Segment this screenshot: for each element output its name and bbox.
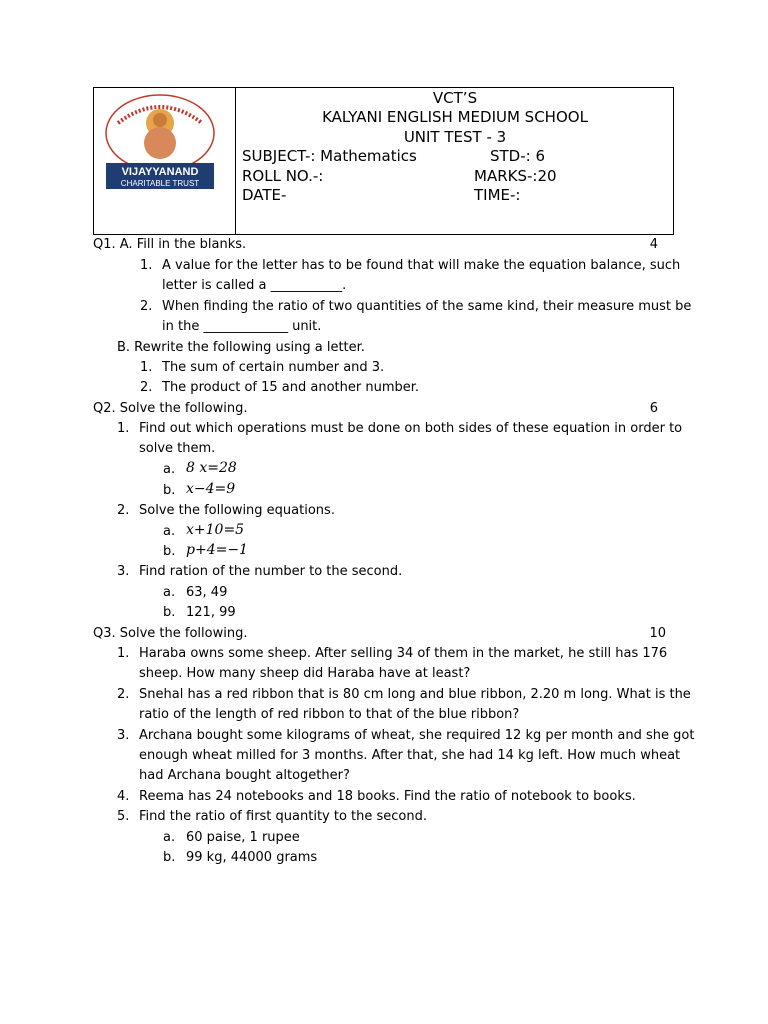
q3-item-line: Snehal has a red ribbon that is 80 cm long and blue ribbon, 2.20 m long. What is the <box>139 687 691 702</box>
subject-field: SUBJECT-: Mathematics <box>242 147 417 165</box>
q2-item-line: solve them. <box>139 441 216 456</box>
list-number: 2. <box>140 380 153 395</box>
list-letter: a. <box>163 830 176 845</box>
list-number: 1. <box>140 258 153 273</box>
list-number: 5. <box>117 809 130 824</box>
list-number: 3. <box>117 564 130 579</box>
q2-item-line: Find out which operations must be done on both sides of these equation in order to <box>139 421 683 436</box>
logo-cell <box>94 88 236 234</box>
q3-item-line: ratio of the length of red ribbon to that of the blue ribbon? <box>139 707 520 722</box>
q2-sub-item: 121, 99 <box>186 605 236 620</box>
q1-b-item: The sum of certain number and 3. <box>162 360 385 375</box>
time-field: TIME-: <box>474 186 521 204</box>
q1-item-line: letter is called a ___________. <box>162 278 347 293</box>
q3-item-line: sheep. How many sheep did Haraba have at least? <box>139 666 471 681</box>
q1-b-item: The product of 15 and another number. <box>162 380 420 395</box>
q3-title: Q3. Solve the following. <box>93 626 248 641</box>
header-box <box>93 87 674 235</box>
org-title: VCT’S <box>432 89 478 107</box>
q3-item-line: Reema has 24 notebooks and 18 books. Find the ratio of notebook to books. <box>139 789 636 804</box>
q1-marks: 4 <box>649 237 658 252</box>
q3-item-line: had Archana bought altogether? <box>139 768 350 783</box>
list-letter: b. <box>163 605 176 620</box>
list-number: 2. <box>140 299 153 314</box>
school-name: KALYANI ENGLISH MEDIUM SCHOOL <box>322 108 588 126</box>
q3-item-line: Find the ratio of first quantity to the second. <box>139 809 428 824</box>
list-number: 4. <box>117 789 130 804</box>
list-letter: b. <box>163 850 176 865</box>
q3-marks: 10 <box>649 626 666 641</box>
q2-item-line: Find ration of the number to the second. <box>139 564 403 579</box>
list-number: 1. <box>117 646 130 661</box>
equation: x−4=9 <box>186 481 236 497</box>
test-name: UNIT TEST - 3 <box>403 128 507 146</box>
list-number: 1. <box>117 421 130 436</box>
q1-item-line: When finding the ratio of two quantities of the same kind, their measure must be <box>162 299 692 314</box>
q1-item-line: in the _____________ unit. <box>162 319 322 334</box>
equation: p+4=−1 <box>186 542 248 558</box>
q2-title: Q2. Solve the following. <box>93 401 248 416</box>
list-number: 2. <box>117 687 130 702</box>
list-letter: b. <box>163 544 176 559</box>
equation: 8 x=28 <box>186 460 237 476</box>
list-letter: a. <box>163 524 176 539</box>
list-number: 2. <box>117 503 130 518</box>
std-field: STD-: 6 <box>490 147 546 165</box>
list-number: 1. <box>140 360 153 375</box>
q1-title: Q1. A. Fill in the blanks. <box>93 237 247 252</box>
q3-item-line: Haraba owns some sheep. After selling 34 of them in the market, he still has 176 <box>139 646 668 661</box>
q3-item-line: enough wheat milled for 3 months. After that, she had 14 kg left. How much wheat <box>139 748 681 763</box>
list-letter: a. <box>163 462 176 477</box>
q1-item-line: A value for the letter has to be found that will make the equation balance, such <box>162 258 681 273</box>
roll-no-field: ROLL NO.-: <box>242 167 324 185</box>
list-number: 3. <box>117 728 130 743</box>
equation: x+10=5 <box>186 522 245 538</box>
list-letter: a. <box>163 585 176 600</box>
q2-item-line: Solve the following equations. <box>139 503 335 518</box>
q1-b-title: B. Rewrite the following using a letter. <box>117 340 365 355</box>
logo-sub: CHARITABLE TRUST <box>120 179 200 188</box>
marks-field: MARKS-:20 <box>474 167 557 185</box>
q3-sub-item: 99 kg, 44000 grams <box>186 850 318 865</box>
list-letter: b. <box>163 483 176 498</box>
logo-name: VIJAYYANAND <box>121 166 199 178</box>
date-field: DATE- <box>242 186 287 204</box>
q2-marks: 6 <box>649 401 658 416</box>
q2-sub-item: 63, 49 <box>186 585 228 600</box>
q3-sub-item: 60 paise, 1 rupee <box>186 830 300 845</box>
q3-item-line: Archana bought some kilograms of wheat, she required 12 kg per month and she got <box>139 728 695 743</box>
school-logo <box>104 93 216 193</box>
